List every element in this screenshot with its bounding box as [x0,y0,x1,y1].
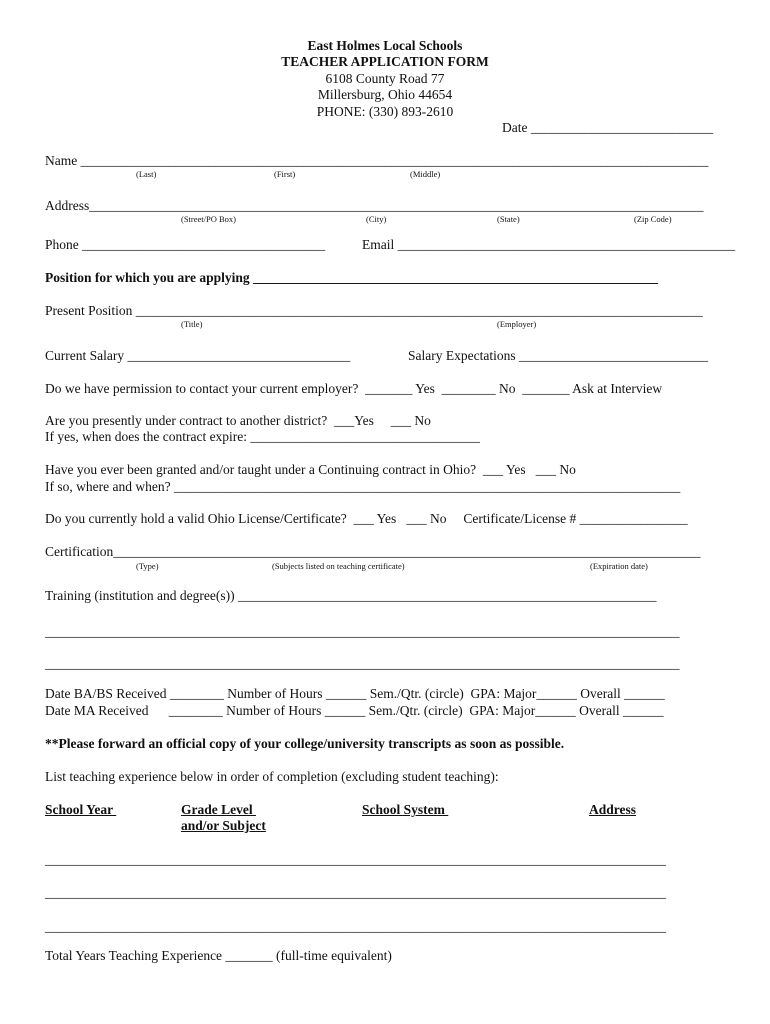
salary-expectations-field[interactable]: Salary Expectations ____________________________ [408,348,708,363]
experience-row-2[interactable]: ____________________________________________________________________________________________ [45,885,666,900]
name-field[interactable]: Name _____________________________________________________________________________________________ [45,153,709,168]
ma-degree-row[interactable]: Date MA Received ________ Number of Hours ______ Sem./Qtr. (circle) GPA: Major______ Overall ______ [45,703,664,718]
transcripts-note: **Please forward an official copy of your college/university transcripts as soon as possible. [45,736,565,751]
present-position-title-label: (Title) [181,319,203,329]
date-field[interactable]: Date ___________________________ [502,120,714,135]
license-question[interactable]: Do you currently hold a valid Ohio License/Certificate? ___ Yes ___ No Certificate/License # ________________ [45,511,688,526]
school-city: Millersburg, Ohio 44654 [317,87,453,102]
continuing-contract-question[interactable]: Have you ever been granted and/or taught under a Continuing contract in Ohio? ___ Yes ___ No [45,462,576,477]
training-line-3[interactable]: ______________________________________________________________________________________________ [45,656,680,671]
permission-question[interactable]: Do we have permission to contact your current employer? _______ Yes ________ No _______ Ask at Interview [45,381,663,396]
school-phone: PHONE: (330) 893-2610 [316,104,454,119]
present-position-field[interactable]: Present Position ____________________________________________________________________________________ [45,303,703,318]
address-street-label: (Street/PO Box) [181,214,237,224]
certification-type-label: (Type) [136,561,159,571]
certification-subjects-label: (Subjects listed on teaching certificate) [272,561,405,571]
continuing-where-field[interactable]: If so, where and when? ___________________________________________________________________________ [45,479,681,494]
address-field[interactable]: Address___________________________________________________________________________________________ [45,198,704,213]
email-field[interactable]: Email __________________________________________________ [362,237,736,252]
school-street: 6108 County Road 77 [325,71,445,86]
col-school-year: School Year [45,802,117,817]
name-middle-label: (Middle) [410,169,441,179]
col-school-system: School System [362,802,449,817]
present-position-employer-label: (Employer) [497,319,537,329]
address-city-label: (City) [366,214,387,224]
training-field[interactable]: Training (institution and degree(s)) ______________________________________________________________ [45,588,657,603]
name-last-label: (Last) [136,169,157,179]
experience-row-1[interactable]: ____________________________________________________________________________________________ [45,852,666,867]
contract-expire-field[interactable]: If yes, when does the contract expire: __________________________________ [45,429,480,444]
ba-degree-row[interactable]: Date BA/BS Received ________ Number of Hours ______ Sem./Qtr. (circle) GPA: Major______ Overall ______ [45,686,665,701]
total-experience-field[interactable]: Total Years Teaching Experience _______ (full-time equivalent) [45,948,392,963]
training-line-2[interactable]: ______________________________________________________________________________________________ [45,624,680,639]
position-applying-field[interactable]: Position for which you are applying ____________________________________________________________ [45,270,659,285]
col-address: Address [589,802,637,817]
phone-field[interactable]: Phone ____________________________________ [45,237,326,252]
experience-row-3[interactable]: ____________________________________________________________________________________________ [45,919,666,934]
experience-intro: List teaching experience below in order of completion (excluding student teaching): [45,769,499,784]
school-name: East Holmes Local Schools [307,38,463,53]
address-state-label: (State) [497,214,520,224]
col-grade-subject: and/or Subject [181,818,266,833]
certification-expiration-label: (Expiration date) [590,561,648,571]
col-grade-level: Grade Level [181,802,256,817]
contract-question[interactable]: Are you presently under contract to another district? ___Yes ___ No [45,413,431,428]
name-first-label: (First) [274,169,296,179]
current-salary-field[interactable]: Current Salary _________________________________ [45,348,351,363]
certification-field[interactable]: Certification_______________________________________________________________________________________ [45,544,701,559]
address-zip-label: (Zip Code) [634,214,672,224]
form-title: TEACHER APPLICATION FORM [281,54,489,69]
